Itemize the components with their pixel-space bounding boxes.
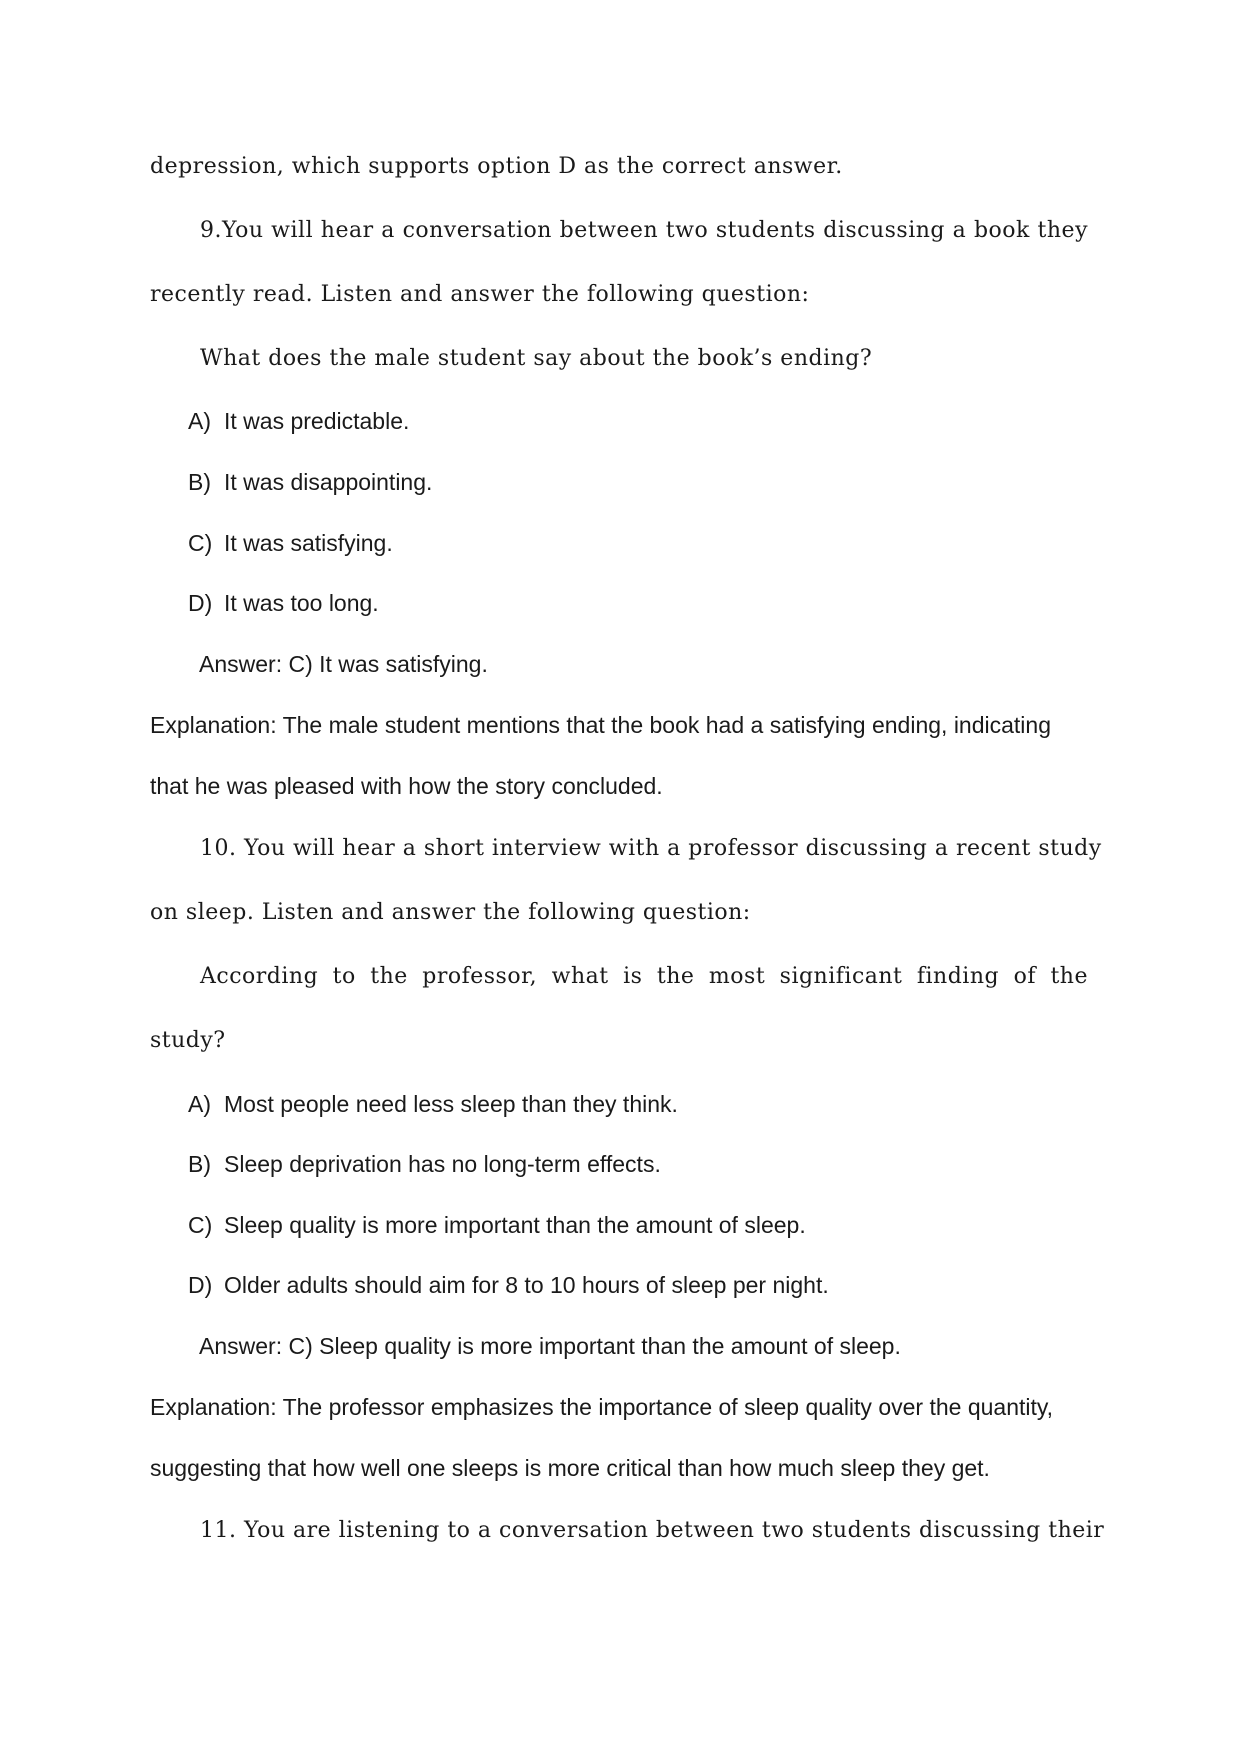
q9-option-d-text: It was too long. [224, 590, 379, 616]
q10-answer: Answer: C) Sleep quality is more important than the amount of sleep. [199, 1333, 901, 1359]
q10-explanation-cont: suggesting that how well one sleeps is more critical than how much sleep they get. [150, 1455, 990, 1481]
question-10-text-cont: study? [150, 1028, 226, 1053]
q9-option-d-letter: D) [188, 590, 213, 616]
q10-option-b-text: Sleep deprivation has no long-term effects. [224, 1151, 661, 1177]
question-9-prompt-cont: recently read. Listen and answer the following question: [150, 282, 810, 307]
question-9-prompt: 9.You will hear a conversation between two students discussing a book they [200, 218, 1088, 243]
q10-option-a-letter: A) [188, 1091, 211, 1117]
question-10-text: According to the professor, what is the most significant finding of the [200, 964, 1088, 989]
q10-option-d-letter: D) [188, 1272, 213, 1298]
q10-option-c-letter: C) [188, 1212, 213, 1238]
q10-explanation: Explanation: The professor emphasizes the importance of sleep quality over the quantity, [150, 1394, 1054, 1420]
question-10-prompt-cont: on sleep. Listen and answer the following question: [150, 900, 751, 925]
q10-option-b-letter: B) [188, 1151, 211, 1177]
question-10-prompt: 10. You will hear a short interview with a professor discussing a recent study [200, 836, 1102, 861]
q9-option-b-letter: B) [188, 469, 211, 495]
q9-option-c-letter: C) [188, 530, 213, 556]
q10-option-d-text: Older adults should aim for 8 to 10 hours of sleep per night. [224, 1272, 829, 1298]
paragraph-line: depression, which supports option D as the correct answer. [150, 154, 843, 179]
q10-option-c-text: Sleep quality is more important than the amount of sleep. [224, 1212, 806, 1238]
q10-option-a-text: Most people need less sleep than they think. [224, 1091, 678, 1117]
q9-option-b-text: It was disappointing. [224, 469, 433, 495]
q9-explanation-cont: that he was pleased with how the story concluded. [150, 773, 663, 799]
q9-option-c-text: It was satisfying. [224, 530, 393, 556]
q9-option-a-letter: A) [188, 408, 211, 434]
q9-option-a-text: It was predictable. [224, 408, 410, 434]
question-11-prompt: 11. You are listening to a conversation between two students discussing their [200, 1518, 1105, 1543]
question-9-text: What does the male student say about the book’s ending? [200, 346, 873, 371]
q9-answer: Answer: C) It was satisfying. [199, 651, 488, 677]
q9-explanation: Explanation: The male student mentions that the book had a satisfying ending, indicating [150, 712, 1051, 738]
